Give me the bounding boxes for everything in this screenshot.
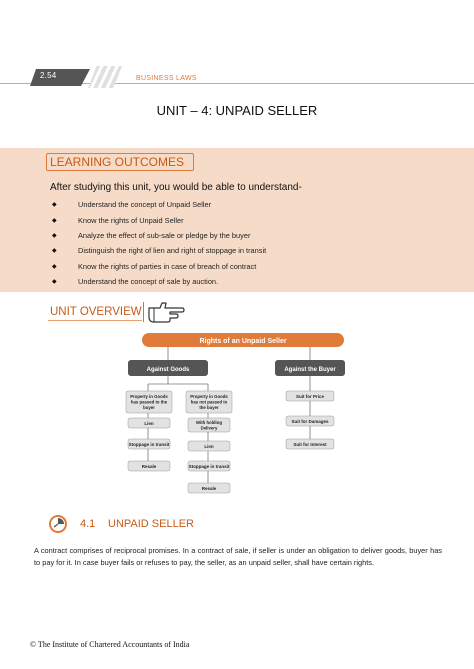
diamond-bullet-icon: ◆	[52, 263, 57, 270]
buyer-item: Suit for Price	[295, 394, 325, 399]
clock-icon	[48, 514, 68, 534]
property-passed-label: Property in Goods has passed to the buyer	[130, 394, 168, 410]
header-decoration	[88, 66, 122, 88]
diagram-root-label: Rights of an Unpaid Seller	[199, 338, 287, 345]
page-number: 2.54	[40, 71, 57, 80]
unit-overview-underline	[48, 320, 142, 321]
buyer-item: Suit for Interest	[293, 442, 327, 447]
diamond-bullet-icon: ◆	[52, 232, 57, 239]
list-item: ◆ Know the rights of Unpaid Seller	[52, 215, 184, 225]
col2-item: Resale	[201, 486, 217, 491]
col2-item: Stoppage in transit	[188, 464, 230, 469]
against-buyer-label: Against the Buyer	[284, 367, 336, 373]
property-not-passed-label: Property in Goods has not passed to the buyer	[190, 394, 228, 410]
col1-item: Resale	[141, 464, 157, 469]
diamond-bullet-icon: ◆	[52, 248, 57, 255]
unit-overview-divider	[143, 302, 144, 322]
footer-copyright: © The Institute of Chartered Accountants of India	[30, 640, 190, 649]
col2-item: Lien	[204, 444, 214, 449]
list-item: ◆ Understand the concept of sale by auction.	[52, 277, 219, 287]
unit-title: UNIT – 4: UNPAID SELLER	[156, 103, 318, 118]
rights-of-unpaid-seller-diagram	[118, 330, 358, 500]
diamond-bullet-icon: ◆	[52, 217, 57, 224]
pointing-hand-icon	[146, 300, 186, 324]
list-item: ◆ Analyze the effect of sub-sale or pledge by the buyer	[52, 230, 251, 240]
withholding-delivery-label: With holding Delivery	[196, 420, 222, 431]
page-number-tab	[30, 69, 90, 86]
learning-outcomes-list	[52, 197, 266, 289]
book-title: BUSINESS LAWS	[136, 75, 197, 82]
diamond-bullet-icon: ◆	[52, 279, 57, 286]
buyer-item: Suit for Damages	[291, 419, 329, 424]
col1-item: Stoppage in transit	[128, 442, 170, 447]
learning-outcomes-label: LEARNING OUTCOMES	[50, 155, 185, 169]
section-number: 4.1	[80, 518, 96, 530]
col1-item: Lien	[144, 421, 154, 426]
section-paragraph: A contract comprises of reciprocal promises. In a contract of sale, if seller is under an obligation to deliver goods, buyer has to pay for it. In case buyer fails or refuses to pay, the seller, as an unpaid seller, shall have certain rights.	[34, 546, 442, 567]
against-goods-label: Against Goods	[146, 367, 190, 373]
list-item: ◆ Distinguish the right of lien and right of stoppage in transit	[52, 246, 267, 256]
list-item: ◆ Understand the concept of Unpaid Seller	[52, 200, 212, 210]
learning-outcomes-intro: After studying this unit, you would be able to understand-	[50, 182, 302, 193]
unit-overview-label: UNIT OVERVIEW	[50, 306, 142, 318]
section-title: UNPAID SELLER	[108, 518, 194, 530]
list-item: ◆ Know the rights of parties in case of breach of contract	[52, 261, 257, 271]
diamond-bullet-icon: ◆	[52, 202, 57, 209]
